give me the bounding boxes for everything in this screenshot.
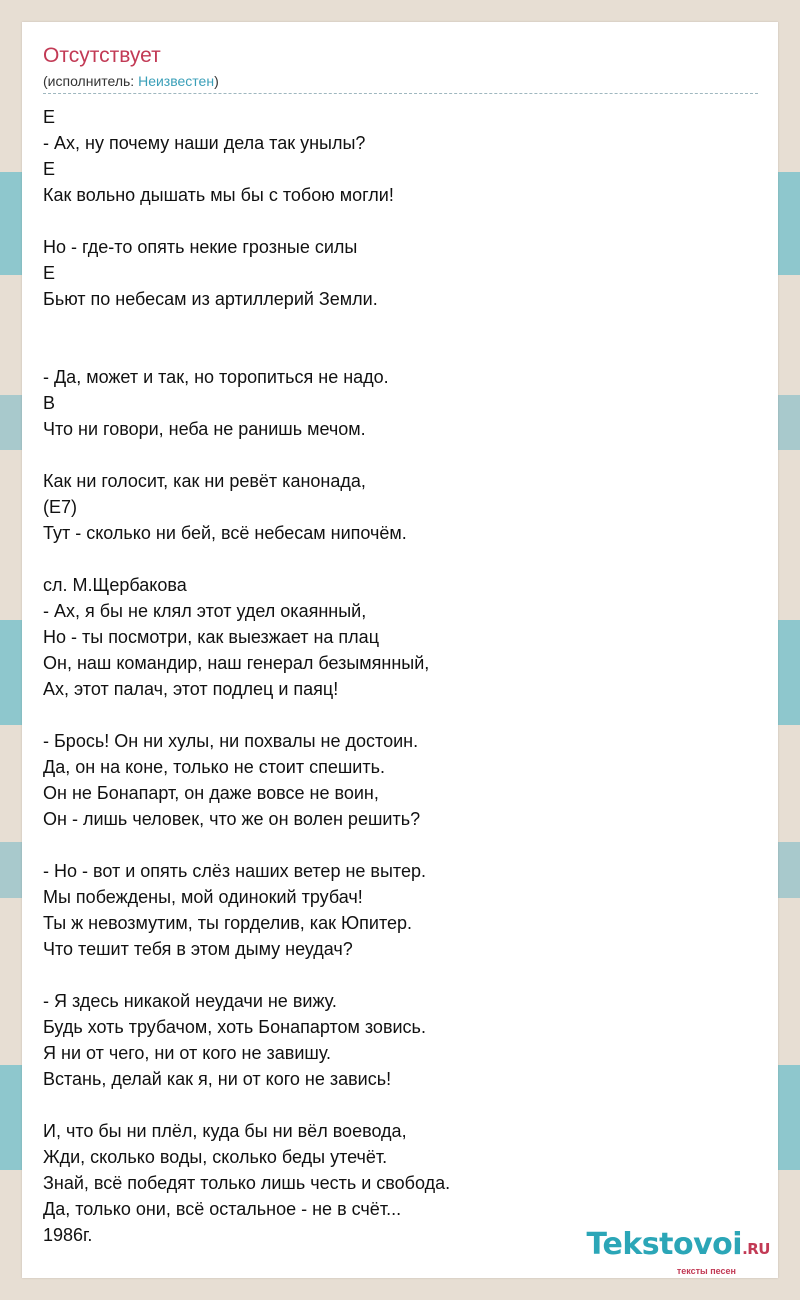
lyric-line: Он, наш командир, наш генерал безымянный, [43,653,430,673]
header-divider [43,93,758,94]
lyric-line: И, что бы ни плёл, куда бы ни вёл воевода, [43,1121,407,1141]
lyric-line: E [43,263,56,283]
lyric-line: сл. М.Щербакова [43,575,187,595]
artist-link[interactable]: Неизвестен [138,73,215,89]
lyric-line: Ах, этот палач, этот подлец и паяц! [43,679,339,699]
lyric-line: - Я здесь никакой неудачи не вижу. [43,991,337,1011]
lyric-line [43,208,763,234]
lyric-line [43,546,763,572]
artist-prefix: (исполнитель: [43,73,139,89]
lyric-line: (E7) [43,497,78,517]
lyric-line [43,702,763,728]
lyric-line: Но - ты посмотри, как выезжает на плац [43,627,380,647]
lyric-line: Как ни голосит, как ни ревёт канонада, [43,471,366,491]
lyric-line [43,338,763,364]
logo-wordmark: Tekstovoi [586,1227,743,1262]
lyric-line: - Брось! Он ни хулы, ни похвалы не достоин. [43,731,419,751]
lyric-line: Жди, сколько воды, сколько беды утечёт. [43,1147,388,1167]
lyric-line: Что ни говори, неба не ранишь мечом. [43,419,366,439]
lyric-line: Да, он на коне, только не стоит спешить. [43,757,385,777]
lyric-line: Но - где-то опять некие грозные силы [43,237,358,257]
lyric-line: Ты ж невозмутим, ты горделив, как Юпитер. [43,913,413,933]
lyric-line [43,962,763,988]
lyric-line: Я ни от чего, ни от кого не завишу. [43,1043,332,1063]
lyric-line: - Ах, ну почему наши дела так унылы? [43,133,366,153]
lyric-line: Как вольно дышать мы бы с тобою могли! [43,185,394,205]
lyric-line: Знай, всё победят только лишь честь и свобода. [43,1173,451,1193]
lyric-line: - Да, может и так, но торопиться не надо. [43,367,389,387]
lyric-line: 1986г. [43,1225,93,1245]
logo-suffix: .RU [742,1240,770,1258]
lyric-line: - Но - вот и опять слёз наших ветер не вытер. [43,861,426,881]
logo-tagline: тексты песен [676,1266,736,1276]
lyric-line [43,1092,763,1118]
artist-suffix: ) [214,73,219,89]
lyric-line [43,442,763,468]
lyric-line: B [43,393,56,413]
lyric-line [43,832,763,858]
lyric-line: - Ах, я бы не клял этот удел окаянный, [43,601,367,621]
site-logo[interactable] [587,1228,770,1276]
lyric-line [43,312,763,338]
lyric-line: Бьют по небесам из артиллерий Земли. [43,289,378,309]
lyric-line: Мы побеждены, мой одинокий трубач! [43,887,363,907]
lyric-line: Он не Бонапарт, он даже вовсе не воин, [43,783,379,803]
lyric-line: Он - лишь человек, что же он волен решить? [43,809,421,829]
artist-line [43,72,219,90]
lyric-line: E [43,107,56,127]
lyric-line: Да, только они, всё остальное - не в счёт... [43,1199,402,1219]
lyric-line: Будь хоть трубачом, хоть Бонапартом зовись. [43,1017,426,1037]
lyrics-card [22,22,778,1278]
song-title: Отсутствует [43,44,161,67]
lyric-line: Тут - сколько ни бей, всё небесам нипочём. [43,523,407,543]
lyrics-text [43,104,763,1248]
lyric-line: Что тешит тебя в этом дыму неудач? [43,939,353,959]
lyric-line: Встань, делай как я, ни от кого не завись! [43,1069,392,1089]
lyric-line: E [43,159,56,179]
